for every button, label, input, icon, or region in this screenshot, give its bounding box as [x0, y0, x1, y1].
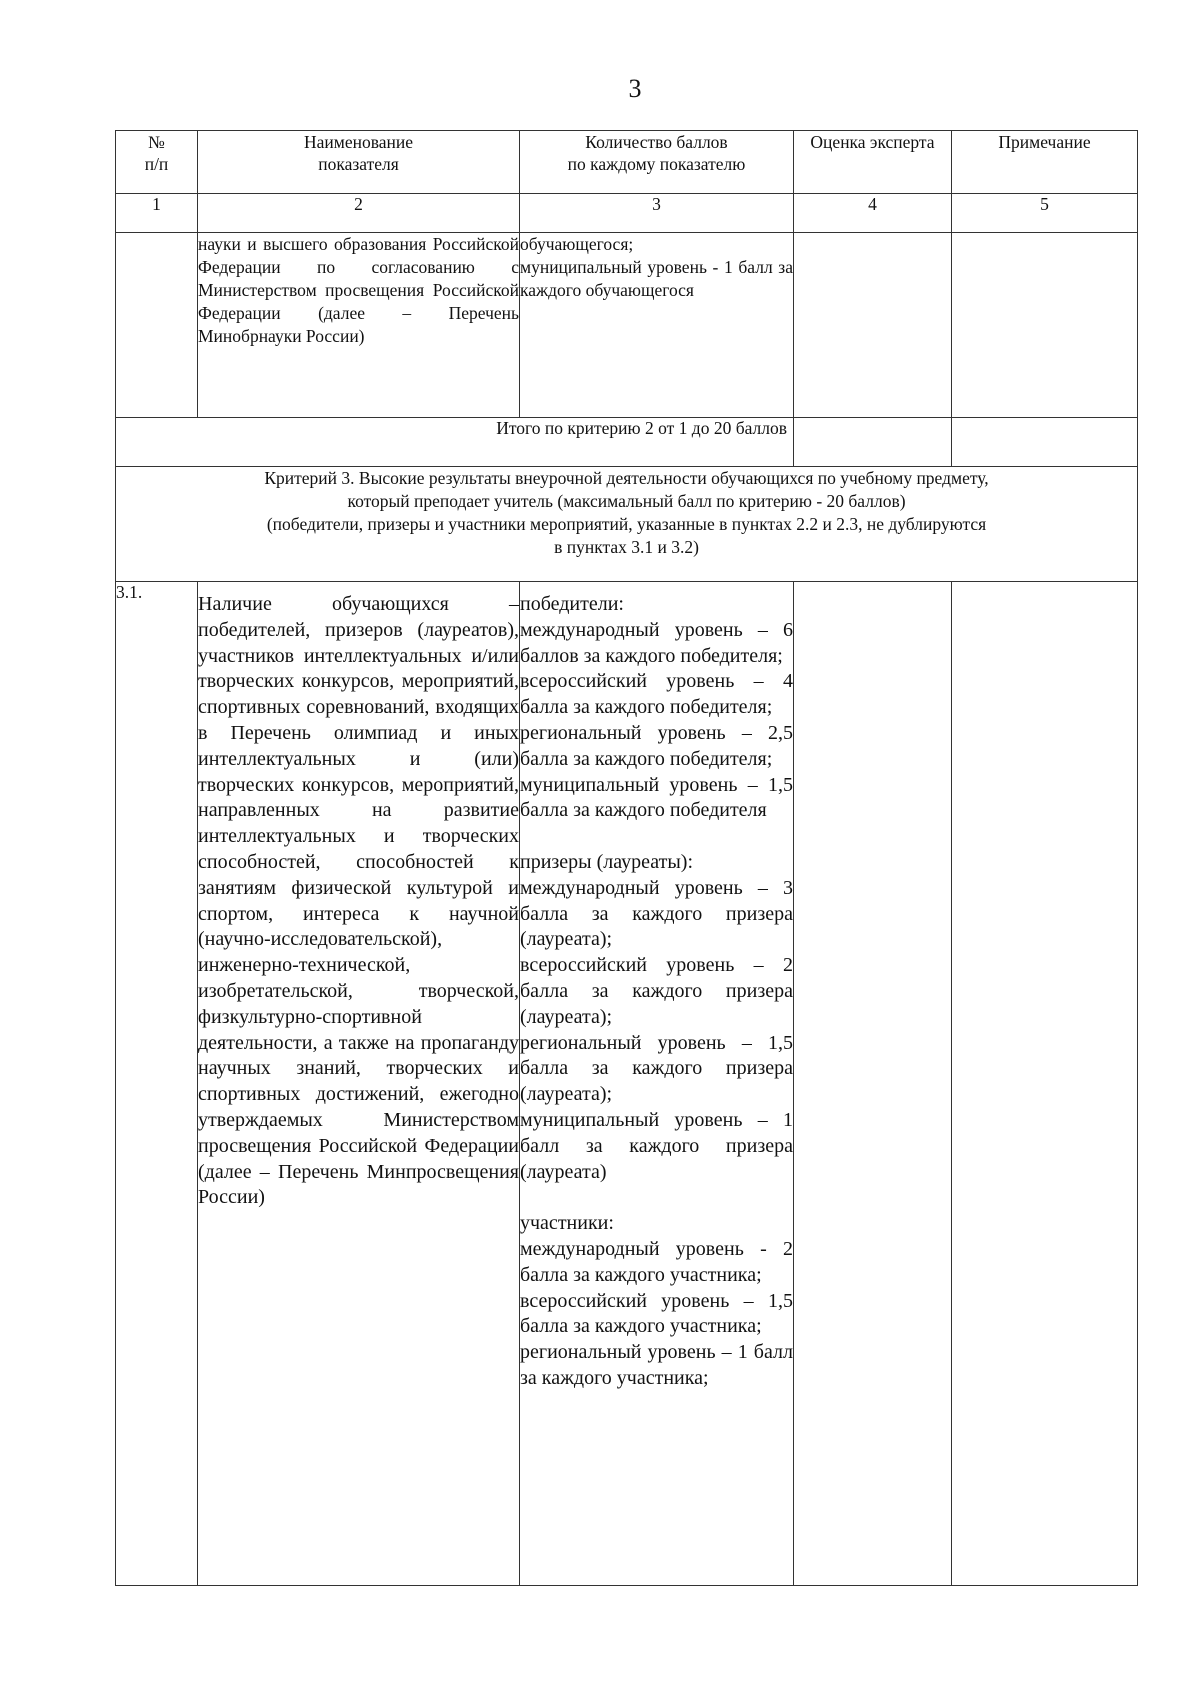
points-line: региональный уровень – 1 балл за каждого участника;: [520, 1341, 793, 1389]
points-line: международный уровень – 3 балла за каждого призера (лауреата);: [520, 876, 793, 951]
criterion-line: (победители, призеры и участники мероприятий, указанные в пунктах 2.2 и 2.3, не дублируются: [266, 514, 987, 534]
indicator-name-continued: науки и высшего образования Российской Федерации по согласованию с Министерством просвещения Российской Федерации (далее – Перечень Минобрнауки России): [198, 233, 520, 418]
criterion-heading-row: [116, 467, 1138, 582]
points-line: участники:: [520, 1212, 614, 1235]
header-cell: [116, 131, 198, 194]
points-description: [520, 582, 794, 1586]
criterion-line: Критерий 3. Высокие результаты внеурочной деятельности обучающихся по учебному предмету,: [264, 468, 989, 488]
expert-score-cell: [794, 233, 952, 418]
column-number: 3: [520, 194, 794, 233]
header-cell: [952, 131, 1138, 194]
row-number: 3.1.: [116, 582, 198, 1586]
points-line: международный уровень – 6 баллов за каждого победителя;: [520, 618, 793, 667]
total-criterion-2-label: Итого по критерию 2 от 1 до 20 баллов: [116, 418, 794, 467]
header-expert-score: Оценка эксперта: [810, 132, 935, 152]
column-number: 4: [794, 194, 952, 233]
points-line: призеры (лауреаты):: [520, 850, 693, 873]
points-line: международный уровень - 2 балла за каждого участника;: [520, 1237, 793, 1286]
points-line: муниципальный уровень – 1 балл за каждого призера (лауреата): [520, 1108, 793, 1183]
spacer: [520, 824, 793, 850]
evaluation-table: [115, 130, 1138, 1586]
criterion-line: который преподает учитель (максимальный балл по критерию - 20 баллов): [347, 491, 906, 511]
total-row: [116, 418, 1138, 467]
note-cell: [952, 233, 1138, 418]
note-cell: [952, 418, 1138, 467]
criterion-line: в пунктах 3.1 и 3.2): [554, 537, 699, 557]
column-number: 1: [116, 194, 198, 233]
table-row: [116, 233, 1138, 418]
header-cell: [520, 131, 794, 194]
points-continued: [520, 233, 794, 418]
header-cell: [198, 131, 520, 194]
points-line: муниципальный уровень – 1,5 балла за каждого победителя: [520, 773, 793, 822]
criterion-3-heading: [116, 467, 1138, 582]
column-number: 5: [952, 194, 1138, 233]
table-header-row: [116, 131, 1138, 194]
table-row: [116, 582, 1138, 1586]
points-line: региональный уровень – 1,5 балла за каждого призера (лауреата);: [520, 1031, 793, 1106]
points-line: всероссийский уровень – 4 балла за каждого победителя;: [520, 670, 793, 719]
column-number: 2: [198, 194, 520, 233]
points-line: всероссийский уровень – 2 балла за каждого призера (лауреата);: [520, 954, 793, 1028]
points-line: муниципальный уровень - 1 балл за каждого обучающегося: [520, 257, 793, 300]
page-number: 3: [628, 74, 642, 103]
header-note: Примечание: [998, 132, 1091, 152]
points-line: обучающегося;: [520, 234, 634, 254]
indicator-name: Наличие обучающихся – победителей, призеров (лауреатов), участников интеллектуальных и/или творческих конкурсов, мероприятий, спортивных соревнований, входящих в Перечень олимпиад и иных интеллектуальных и (или) творческих конкурсов, мероприятий, направленных на развитие интеллектуальных и творческих способностей, способностей к занятиям физической культурой и спортом, интереса к научной (научно-исследовательской), инженерно-технической, изобретательской, творческой, физкультурно-спортивной деятельности, а также на пропаганду научных знаний, творческих и спортивных достижений, ежегодно утверждаемых Министерством просвещения Российской Федерации (далее – Перечень Минпросвещения России): [198, 582, 520, 1586]
header-cell: [794, 131, 952, 194]
header-points: Количество баллов по каждому показателю: [567, 132, 746, 174]
header-number: № п/п: [144, 132, 169, 174]
note-cell: [952, 582, 1138, 1586]
points-line: региональный уровень – 2,5 балла за каждого победителя;: [520, 721, 793, 770]
points-line: победители:: [520, 593, 624, 615]
column-number-row: [116, 194, 1138, 233]
expert-score-cell: [794, 582, 952, 1586]
empty-cell: [116, 233, 198, 418]
points-line: всероссийский уровень – 1,5 балла за каждого участника;: [520, 1289, 793, 1338]
expert-score-cell: [794, 418, 952, 467]
spacer: [520, 1185, 793, 1211]
header-name: Наименование показателя: [303, 132, 414, 174]
